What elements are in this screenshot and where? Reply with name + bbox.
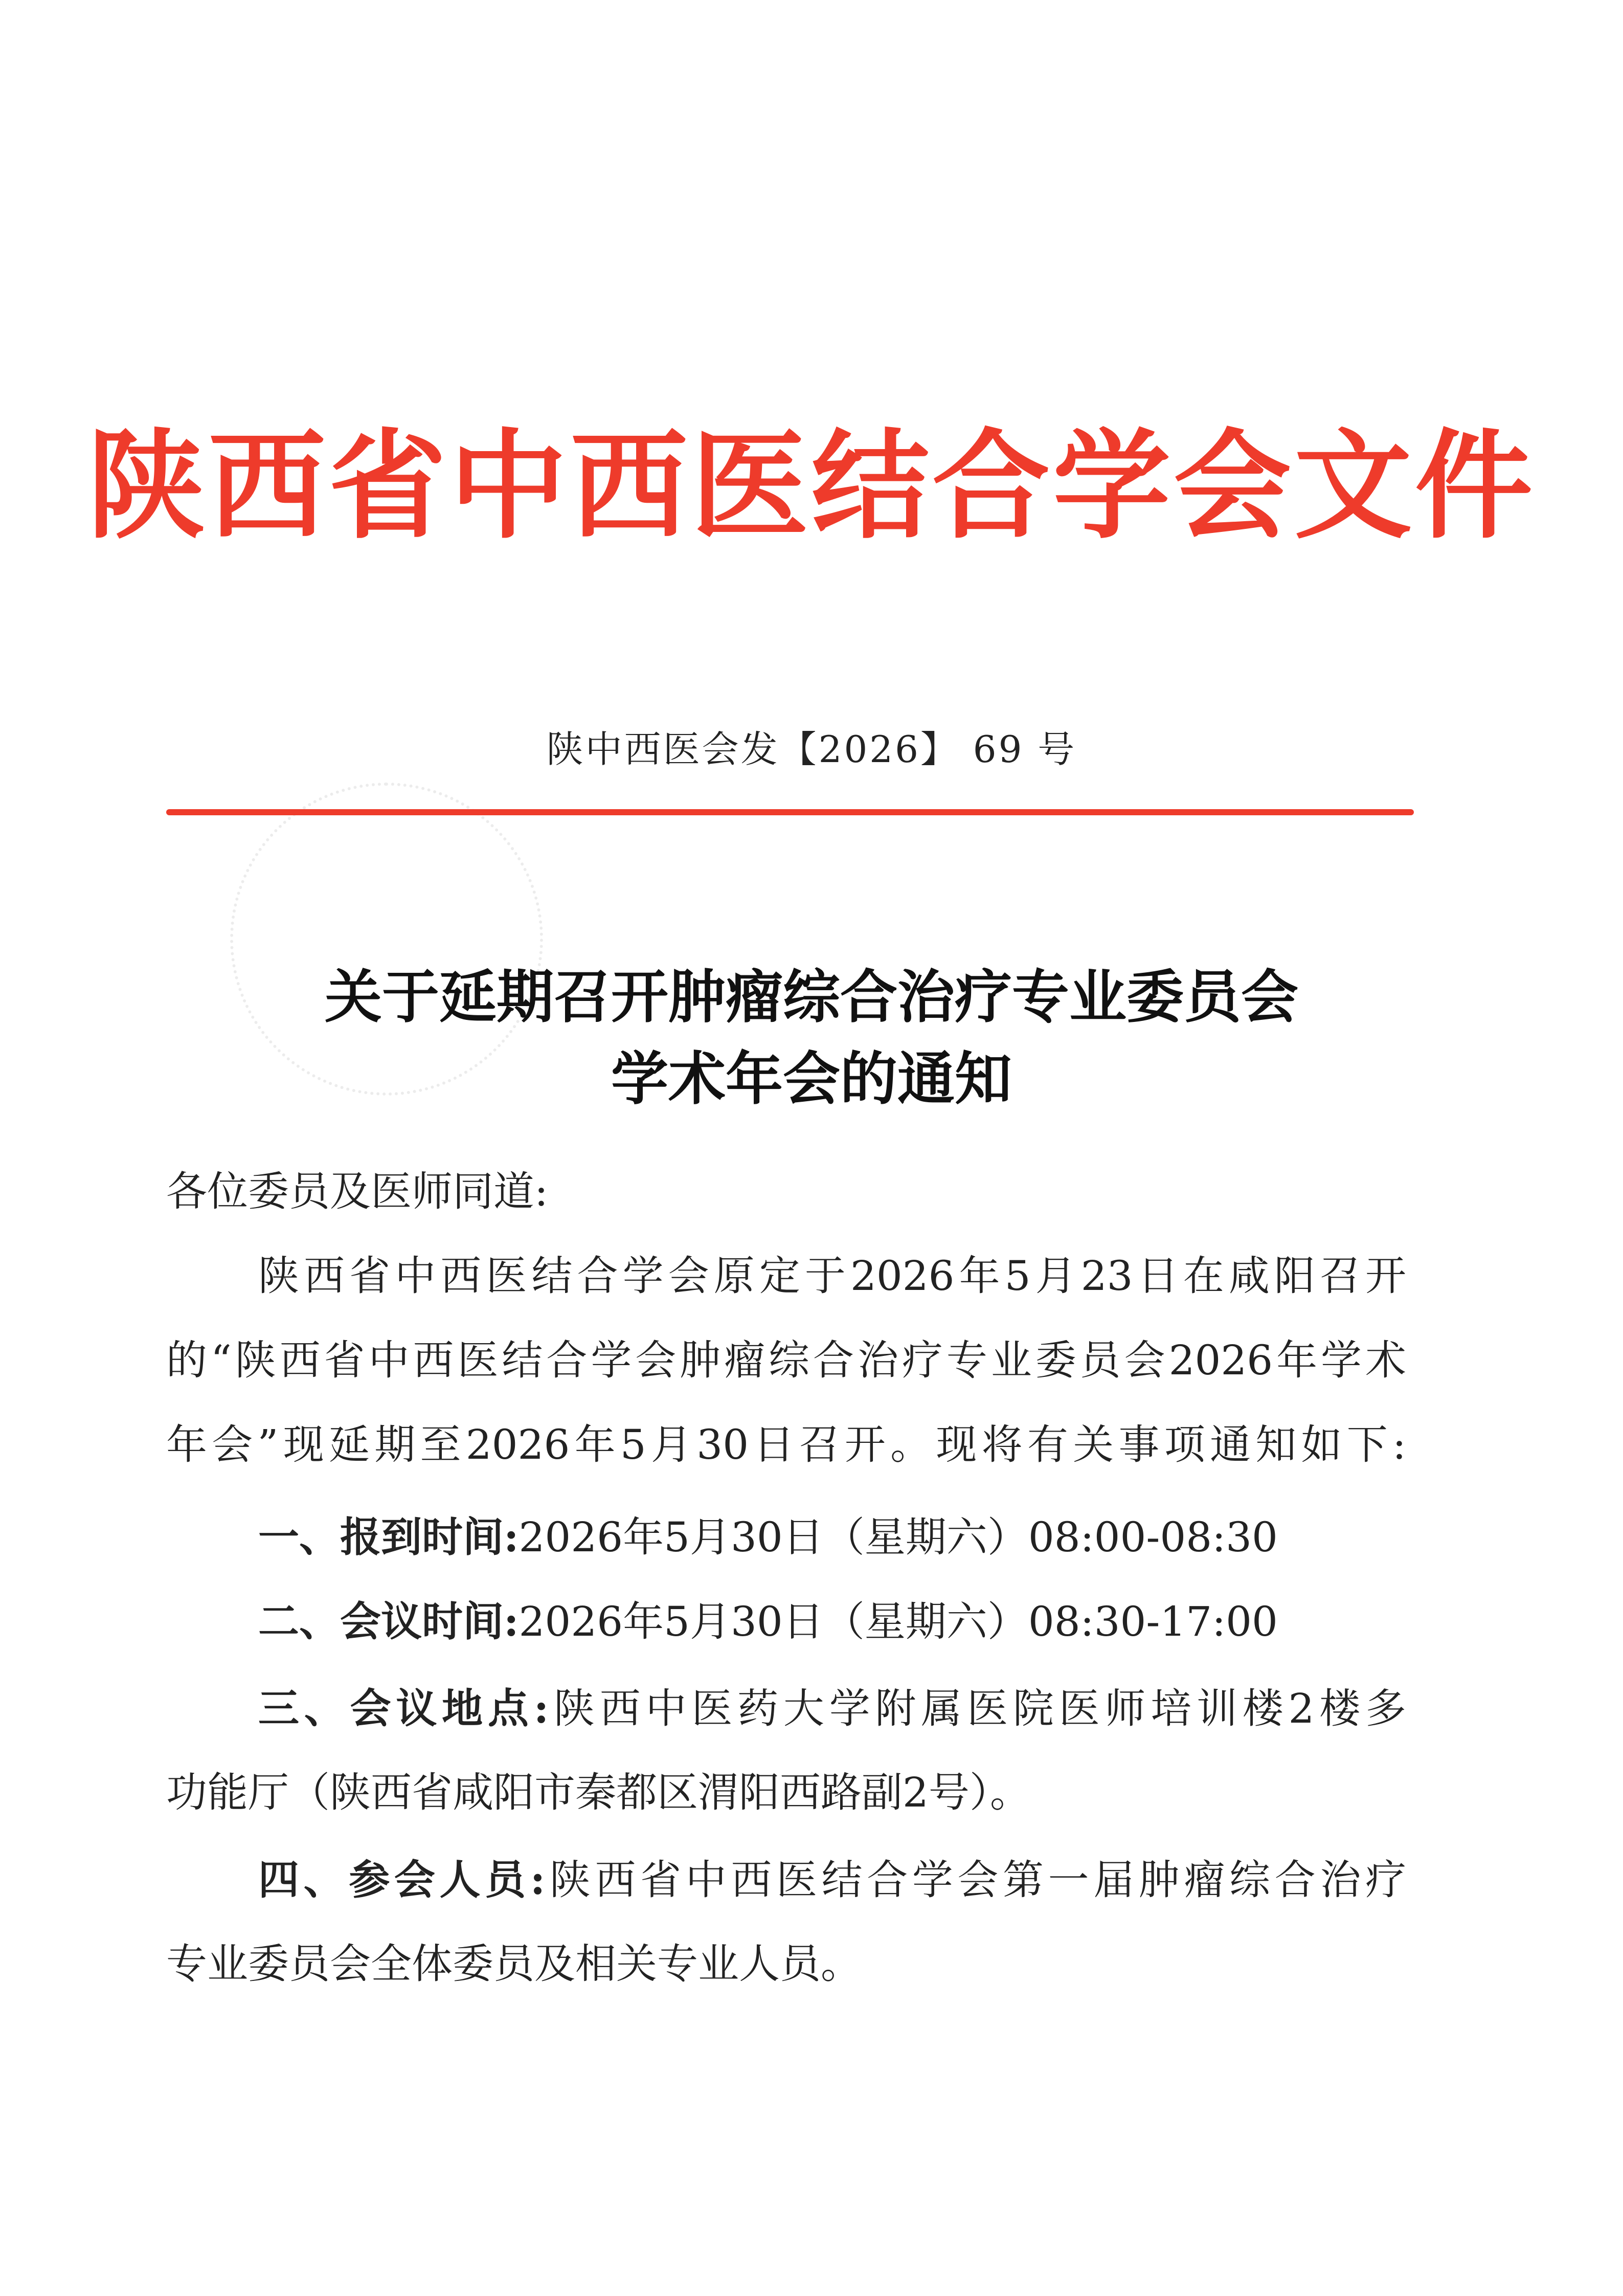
item-label: 四、参会人员: bbox=[258, 1856, 546, 1904]
item-meeting-time bbox=[258, 1593, 1278, 1649]
item-text: 2026年5月30日（星期六）08:30-17:00 bbox=[519, 1598, 1278, 1645]
intro-line-3: 年会”现延期至2026年5月30日召开。现将有关事项通知如下: bbox=[166, 1421, 1406, 1468]
item-label: 三、会议地点: bbox=[258, 1684, 549, 1732]
item-meeting-venue-continuation: 功能厅（陕西省咸阳市秦都区渭阳西路副2号）。 bbox=[166, 1769, 1031, 1816]
item-meeting-venue bbox=[258, 1680, 1406, 1736]
intro-line-1: 陕西省中西医结合学会原定于2026年5月23日在咸阳召开 bbox=[258, 1252, 1406, 1300]
item-text: 陕西省中西医结合学会第一届肿瘤综合治疗 bbox=[545, 1856, 1407, 1904]
item-label: 二、会议时间: bbox=[258, 1597, 519, 1645]
intro-line-2: 的“陕西省中西医结合学会肿瘤综合治疗专业委员会2026年学术 bbox=[166, 1336, 1406, 1384]
notice-title-line-2: 学术年会的通知 bbox=[611, 1045, 1012, 1112]
org-header-title: 陕西省中西医结合学会文件 bbox=[87, 417, 1536, 555]
red-divider-rule bbox=[166, 809, 1414, 815]
item-text: 2026年5月30日（星期六）08:00-08:30 bbox=[519, 1513, 1278, 1561]
item-text: 陕西中医药大学附属医院医师培训楼2楼多 bbox=[549, 1685, 1406, 1732]
item-label: 一、报到时间: bbox=[258, 1513, 519, 1561]
document-number: 陕中西医会发【2026】 69 号 bbox=[546, 728, 1077, 771]
item-registration-time bbox=[258, 1509, 1278, 1565]
salutation: 各位委员及医师同道: bbox=[166, 1168, 548, 1215]
item-attendees-continuation: 专业委员会全体委员及相关专业人员。 bbox=[166, 1940, 862, 1988]
item-attendees bbox=[258, 1852, 1406, 1908]
notice-title-line-1: 关于延期召开肿瘤综合治疗专业委员会 bbox=[325, 964, 1298, 1031]
